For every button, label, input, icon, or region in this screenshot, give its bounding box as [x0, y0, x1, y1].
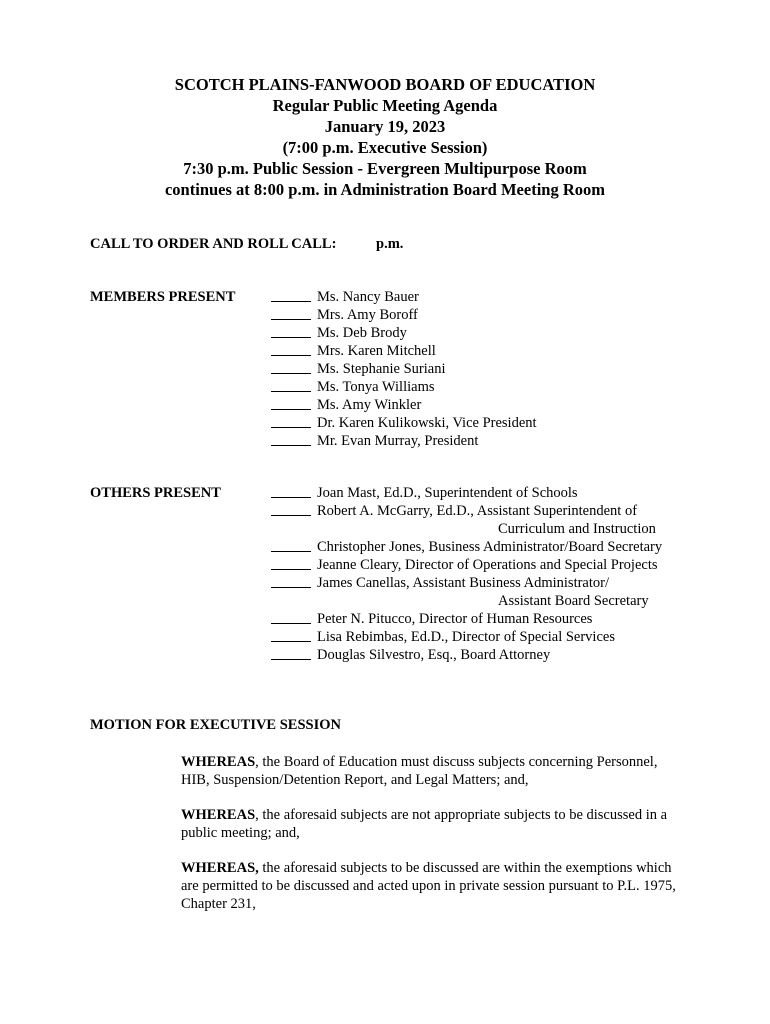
board-title: SCOTCH PLAINS-FANWOOD BOARD OF EDUCATION — [174, 75, 596, 94]
list-item-continuation: Assistant Board Secretary — [498, 593, 649, 609]
continuation-location: continues at 8:00 p.m. in Administration Board Meeting Room — [164, 180, 605, 199]
attendance-blank[interactable] — [271, 610, 311, 624]
members-list — [271, 288, 537, 450]
list-item: Ms. Amy Winkler — [271, 396, 537, 414]
members-present-label: MEMBERS PRESENT — [90, 289, 236, 305]
attendance-blank[interactable] — [271, 502, 311, 516]
attendance-blank[interactable] — [271, 432, 311, 446]
list-item: Robert A. McGarry, Ed.D., Assistant Superintendent of — [271, 502, 662, 520]
attendance-blank[interactable] — [271, 574, 311, 588]
list-item-continuation: Curriculum and Instruction — [498, 521, 656, 537]
others-list — [271, 484, 662, 664]
motion-title: MOTION FOR EXECUTIVE SESSION — [90, 717, 341, 733]
attendance-blank[interactable] — [271, 324, 311, 338]
whereas-paragraph: WHEREAS, the aforesaid subjects are not appropriate subjects to be discussed in a public meeting; and, — [181, 807, 668, 841]
public-session-time: 7:30 p.m. Public Session - Evergreen Multipurpose Room — [183, 159, 587, 178]
executive-session-time: (7:00 p.m. Executive Session) — [282, 138, 488, 157]
list-item: Mrs. Amy Boroff — [271, 306, 537, 324]
list-item: Ms. Tonya Williams — [271, 378, 537, 396]
list-item: Douglas Silvestro, Esq., Board Attorney — [271, 646, 662, 664]
list-item: Joan Mast, Ed.D., Superintendent of Schools — [271, 484, 662, 502]
list-item: Mr. Evan Murray, President — [271, 432, 537, 450]
attendance-blank[interactable] — [271, 378, 311, 392]
attendance-blank[interactable] — [271, 360, 311, 374]
attendance-blank[interactable] — [271, 484, 311, 498]
attendance-blank[interactable] — [271, 342, 311, 356]
list-item: James Canellas, Assistant Business Administrator/ — [271, 574, 662, 592]
call-to-order-time: p.m. — [376, 236, 404, 252]
attendance-blank[interactable] — [271, 414, 311, 428]
list-item: Ms. Stephanie Suriani — [271, 360, 537, 378]
list-item: Peter N. Pitucco, Director of Human Resources — [271, 610, 662, 628]
list-item: Mrs. Karen Mitchell — [271, 342, 537, 360]
list-item: Dr. Karen Kulikowski, Vice President — [271, 414, 537, 432]
list-item: Christopher Jones, Business Administrator/Board Secretary — [271, 538, 662, 556]
attendance-blank[interactable] — [271, 538, 311, 552]
attendance-blank[interactable] — [271, 396, 311, 410]
call-to-order-label: CALL TO ORDER AND ROLL CALL: — [90, 236, 337, 252]
agenda-header — [0, 74, 770, 200]
attendance-blank[interactable] — [271, 646, 311, 660]
whereas-paragraph: WHEREAS, the Board of Education must discuss subjects concerning Personnel, HIB, Suspension/Detention Report, and Legal Matters; and, — [181, 754, 658, 788]
others-present-label: OTHERS PRESENT — [90, 485, 221, 501]
attendance-blank[interactable] — [271, 288, 311, 302]
list-item: Ms. Nancy Bauer — [271, 288, 537, 306]
attendance-blank[interactable] — [271, 306, 311, 320]
list-item: Lisa Rebimbas, Ed.D., Director of Special Services — [271, 628, 662, 646]
list-item: Ms. Deb Brody — [271, 324, 537, 342]
attendance-blank[interactable] — [271, 556, 311, 570]
attendance-blank[interactable] — [271, 628, 311, 642]
list-item: Jeanne Cleary, Director of Operations and Special Projects — [271, 556, 662, 574]
whereas-paragraph: WHEREAS, the aforesaid subjects to be discussed are within the exemptions which are permitted to be discussed and acted upon in private session pursuant to P.L. 1975, Chapter 231, — [181, 860, 676, 912]
meeting-type: Regular Public Meeting Agenda — [272, 96, 498, 115]
meeting-date: January 19, 2023 — [324, 117, 446, 136]
